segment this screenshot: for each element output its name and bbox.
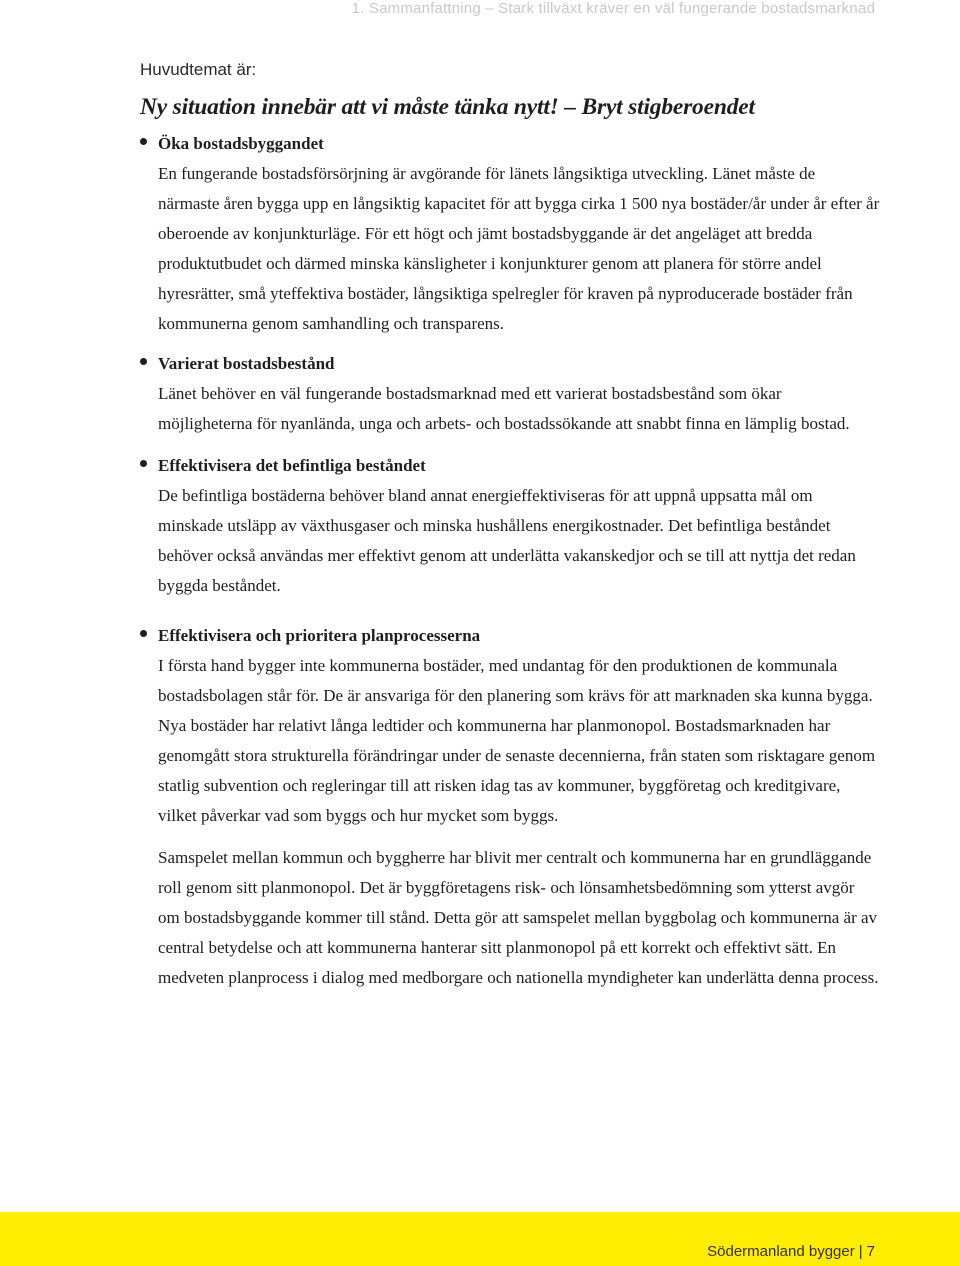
bullet-icon — [140, 358, 147, 365]
section-heading: Varierat bostadsbestånd — [158, 354, 335, 373]
intro-label: Huvudtemat är: — [140, 60, 257, 79]
section-oka-bostadsbyggandet — [140, 129, 880, 339]
section-paragraph: Samspelet mellan kommun och byggherre har blivit mer centralt och kommunerna har en grundläggande roll genom sitt planmonopol. Det är byggföretagens risk- och lönsamhetsbedömning som ytterst avgör om bostadsbyggande kommer till stånd. Detta gör att samspelet mellan byggbolag och kommunerna är av central betydelse och att kommunerna hanterar sitt planmonopol på ett korrekt och effektivt sätt. En medveten planprocess i dialog med medborgare och nationella myndigheter kan underlätta denna process. — [158, 848, 879, 987]
section-paragraph: I första hand bygger inte kommunerna bostäder, med undantag för den produktionen de kommunala bostadsbolagen står för. De är ansvariga för den planering som krävs för att marknaden ska kunna bygga. Nya bostäder har relativt långa ledtider och kommunerna har planmonopol. Bostadsmarknaden har genomgått stora strukturella förändringar under de senaste decennierna, från staten som risktagare genom statlig subvention och regleringar till att risken idag tas av kommuner, byggföretag och kreditgivare, vilket påverkar vad som byggs och hur mycket som byggs. — [158, 656, 876, 825]
section-heading: Effektivisera och prioritera planprocesserna — [158, 626, 481, 645]
section-paragraph: De befintliga bostäderna behöver bland annat energieffektiviseras för att uppnå uppsatta mål om minskade utsläpp av växthusgaser och minska hushållens energikostnader. Det befintliga beståndet behöver också användas mer effektivt genom att underlätta vakanskedjor och se till att nyttja det redan byggda beståndet. — [158, 486, 856, 595]
section-heading: Öka bostadsbyggandet — [158, 134, 324, 153]
bullet-icon — [140, 460, 147, 467]
bullet-icon — [140, 630, 147, 637]
section-effektivisera-bestandet — [140, 451, 880, 601]
page-content — [140, 60, 880, 993]
footer — [707, 1243, 875, 1260]
running-header: 1. Sammanfattning – Stark tillväxt kräver en väl fungerande bostadsmarknad — [351, 0, 875, 17]
section-heading: Effektivisera det befintliga beståndet — [158, 456, 426, 475]
page-number: 7 — [866, 1243, 875, 1260]
section-planprocesserna — [140, 621, 880, 993]
page-title: Ny situation innebär att vi måste tänka nytt! – Bryt stigberoendet — [140, 94, 755, 120]
footer-separator: | — [858, 1243, 863, 1260]
publication-name: Södermanland bygger — [707, 1243, 855, 1260]
section-varierat-bostadsbestand — [140, 349, 880, 439]
section-paragraph: Länet behöver en väl fungerande bostadsmarknad med ett varierat bostadsbestånd som ökar möjligheterna för nyanlända, unga och arbets- och bostadssökande att snabbt finna en lämplig bostad. — [158, 384, 850, 433]
bullet-icon — [140, 138, 147, 145]
section-paragraph: En fungerande bostadsförsörjning är avgörande för länets långsiktiga utveckling. Länet måste de närmaste åren bygga upp en långsiktig kapacitet för att bygga cirka 1 500 nya bostäder/år under år efter år oberoende av konjunkturläge. För ett högt och jämt bostadsbyggande är det angeläget att bredda produktutbudet och därmed minska känsligheter i konjunkturer genom att planera för större andel hyresrätter, små yteffektiva bostäder, långsiktiga spelregler för kraven på nyproducerade bostäder från kommunerna genom samhandling och transparens. — [158, 164, 880, 333]
